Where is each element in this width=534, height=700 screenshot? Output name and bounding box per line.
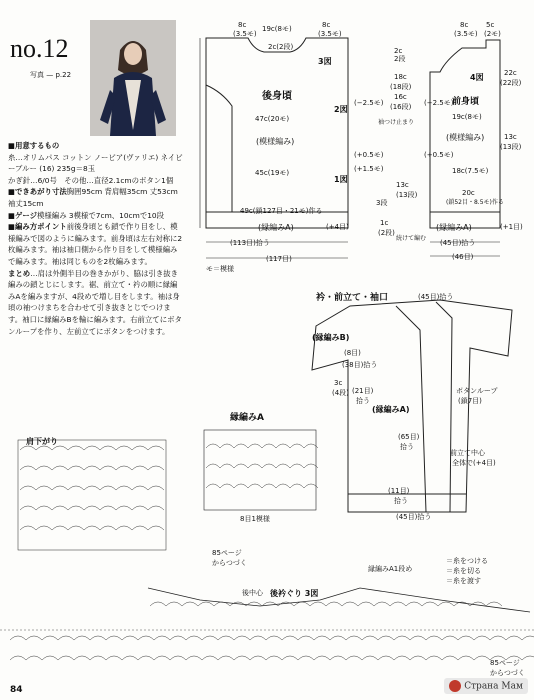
assembly-title: 衿・前立て・袖口 [316, 293, 389, 303]
assembly-pickup-2: 拾う [400, 443, 414, 451]
back-width-1: 47c(20モ) [255, 115, 290, 123]
front-total: (46目) [452, 253, 474, 261]
assembly-b45: (45目)拾う [396, 513, 432, 521]
back-shoulder-left-mo: (3.5モ) [233, 30, 257, 38]
front-h22: 22c [504, 69, 517, 77]
back-plus4: (+4目) [326, 223, 349, 231]
front-title: 前身頃 [452, 97, 480, 107]
side-d16: (16段) [390, 103, 412, 111]
back-pickup: (113目)拾う [230, 239, 270, 247]
front-w1b: (3.5モ) [454, 30, 478, 38]
back-width-2: 45c(19モ) [255, 169, 290, 177]
watermark-logo-icon [449, 680, 461, 692]
materials-line: ■用意するもの [8, 141, 60, 150]
side-c13: 13c [396, 181, 409, 189]
assembly-b65: (65目) [398, 433, 420, 441]
front-h22b: (22段) [500, 79, 522, 87]
side-c1: 1c [380, 219, 389, 227]
bottom-neck: 後衿ぐり 3図 [270, 589, 319, 598]
side-c2: 2c [394, 47, 403, 55]
back-ref-1: 1図 [334, 175, 348, 184]
side-plus05: (+0.5モ) [354, 151, 384, 159]
back-ref-3: 3図 [318, 57, 332, 66]
side-d13: (13段) [396, 191, 418, 199]
assembly-front-plus: 前立て中心 [450, 449, 485, 457]
side-cont: 続けて編む [396, 235, 427, 242]
side-d2b: (2段) [378, 229, 395, 237]
front-w19: 19c(8モ) [452, 113, 482, 121]
front-w18: 18c(7.5モ) [452, 167, 489, 175]
front-pickup: (45目)拾う [440, 239, 476, 247]
assembly-pickup-1: 拾う [356, 397, 370, 405]
front-w2: 5c [486, 21, 495, 29]
assembly-b11: (11目) [388, 487, 410, 495]
front-plus05: (+0.5モ) [424, 151, 454, 159]
front-cast: 20c [462, 189, 475, 197]
bottom-center: 後中心 [242, 589, 263, 597]
side-d18: (18段) [390, 83, 412, 91]
issue-number: no.12 [10, 34, 69, 63]
front-cast2: (鎖52目・8.5モ)作る [446, 199, 504, 206]
assembly-b8: (8目) [344, 349, 361, 357]
side-d3: 3段 [376, 199, 388, 207]
materials-line: ■ゲージ模様編み 3模様で7cm、10cmで10段 [8, 210, 165, 220]
hem-title: 肩下がり [26, 437, 58, 446]
assembly-border-a: (縁編みA) [372, 405, 410, 414]
bottom-border-a1: 縁編みA1段め [368, 565, 413, 573]
assembly-b21: (21目) [352, 387, 374, 395]
front-minus25: (−2.5モ) [424, 99, 454, 107]
materials-line: ■できあがり寸法胸囲95cm 背肩幅35cm 丈53cm 袖丈15cm [8, 187, 178, 208]
assembly-pickup-3: 拾う [394, 497, 408, 505]
back-chain: 49c(鎖127目・21モ)作る [240, 207, 323, 215]
side-minus25: (−2.5モ) [354, 99, 384, 107]
materials-line: まとめ…肩は外側半目の巻きかがり、脇は引き抜き編みの鎖とじにします。裾、前立て・衿の順に縁編みAを編みますが、4段めで増し目をします。袖は身頃の袖つけまちを合わせて引き抜きとじでつけます。袖口に縁編みBを輪に編みます。右前立てにボタンループを作り、左前立てにボタンをつけます。 [8, 268, 182, 336]
front-w1: 8c [460, 21, 469, 29]
watermark [444, 678, 528, 694]
side-tome: 袖つけ止まり [378, 119, 415, 126]
front-h13: 13c [504, 133, 517, 141]
front-w2b: (2モ) [484, 30, 501, 38]
assembly-d4: (4段) [332, 389, 349, 397]
back-shoulder-left: 8c [238, 21, 247, 29]
back-border: (縁編みA) [258, 223, 294, 232]
back-shoulder-right: 8c [322, 21, 331, 29]
side-c18: 18c [394, 73, 407, 81]
legend-attach: ＝糸をつける [446, 557, 488, 565]
back-neck-depth: 2c(2段) [268, 43, 294, 51]
legend-cut: ＝糸を切る [446, 567, 481, 575]
side-c16: 16c [394, 93, 407, 101]
assembly-border-b: (縁編みB) [312, 333, 350, 342]
bottom-cont: からつづく [212, 559, 247, 567]
bottom-p85b: 85ページ [490, 659, 520, 667]
front-pattern: (模様編み) [446, 133, 485, 142]
front-ref-4: 4図 [470, 73, 484, 82]
back-legend: モ＝模様 [206, 265, 234, 273]
assembly-loop2: (鎖7目) [458, 397, 482, 405]
side-d2: 2段 [394, 55, 406, 63]
front-border: (縁編みA) [436, 223, 472, 232]
materials-line: 糸…オリムパス コットン ノービア(ヴァリエ) ネイビーブルー (16) 235g＝8玉 [8, 152, 183, 174]
bottom-cont2: からつづく [490, 669, 525, 677]
back-shoulder-right-mo: (3.5モ) [318, 30, 342, 38]
assembly-total: 全体で(+4目) [452, 459, 496, 467]
bottom-p85: 85ページ [212, 549, 242, 557]
photo-reference: 写真 — p.22 [30, 71, 72, 79]
back-neck-width: 19c(8モ) [262, 25, 292, 33]
back-title: 後身頃 [262, 91, 292, 102]
back-ref-2: 2図 [334, 105, 348, 114]
assembly-pickup-top: (45目)拾う [418, 293, 454, 301]
legend-carry: ＝糸を渡す [446, 577, 481, 585]
side-plus15: (+1.5モ) [354, 165, 384, 173]
front-plus1: (+1目) [500, 223, 523, 231]
chart-a-repeat: 8目1模様 [240, 515, 270, 523]
assembly-b38: (38目)拾う [342, 361, 378, 369]
back-total: (117目) [266, 255, 292, 263]
front-h13b: (13段) [500, 143, 522, 151]
page-number: 84 [10, 685, 23, 695]
chart-a-title: 縁編みA [230, 413, 264, 423]
assembly-c3: 3c [334, 379, 343, 387]
assembly-loop: ボタンループ [456, 387, 498, 395]
materials-line: かぎ針…6/0号 その他…直径2.1cmのボタン1個 [8, 175, 174, 185]
back-pattern: (模様編み) [256, 137, 295, 146]
watermark-text: Страна Мам [464, 681, 523, 692]
materials-line: ■編み方ポイント前後身頃とも鎖で作り目をし、模様編みで図のように編みます。前身頃は左右対称に2枚編みます。袖は袖口側から作り目をして模様編みで編みます。袖は同じものを2枚編みます。 [8, 222, 183, 266]
